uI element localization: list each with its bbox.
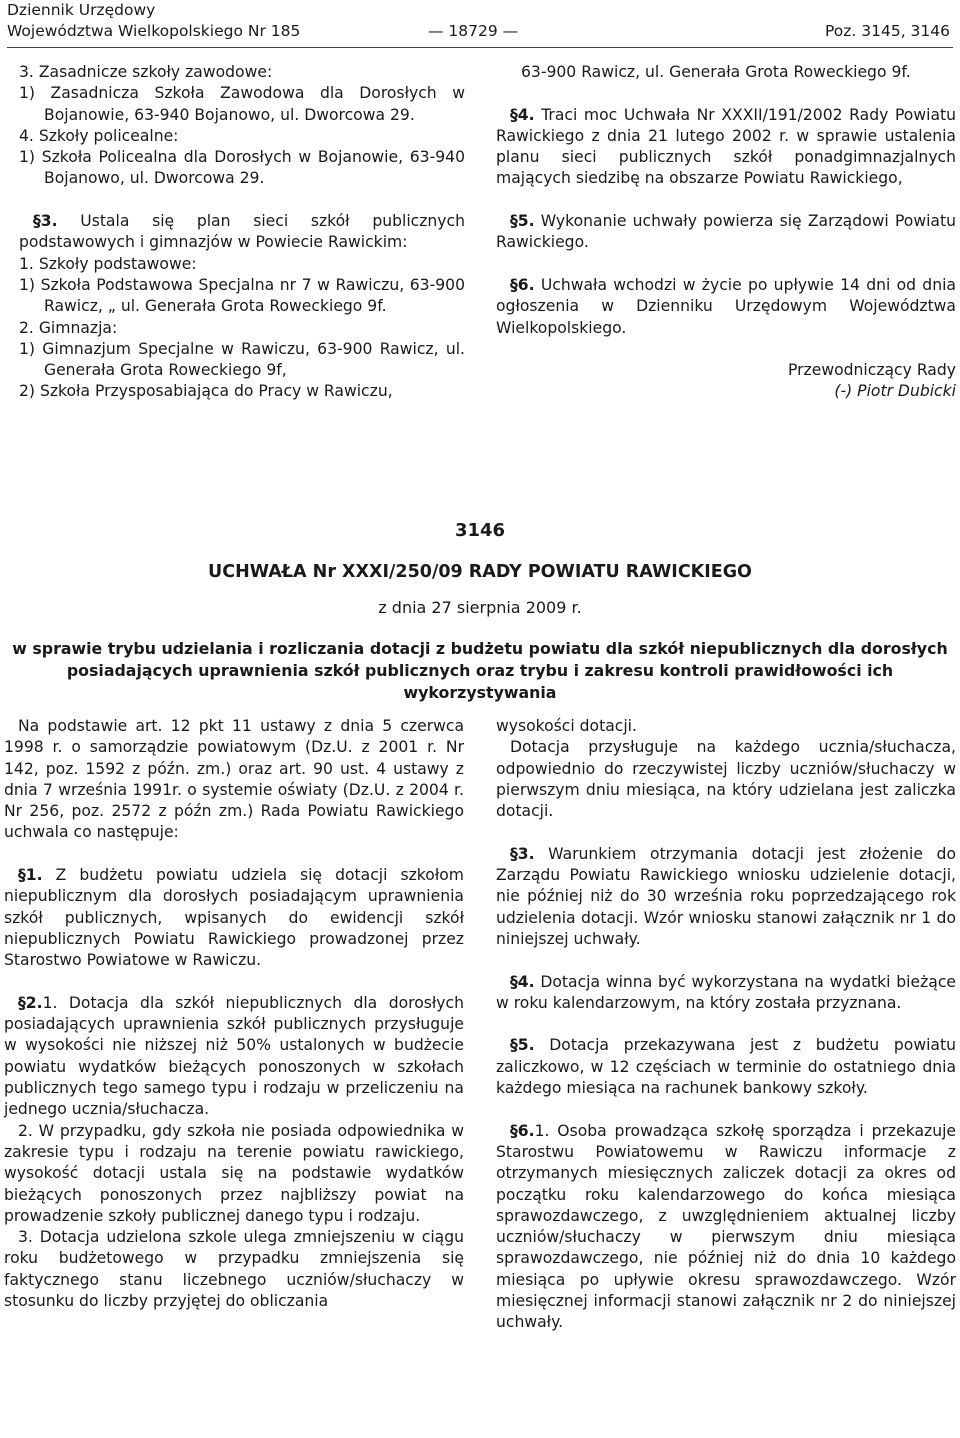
page-number: — 18729 — xyxy=(428,22,519,40)
previous-act-right-column xyxy=(496,62,956,403)
paragraph: 3. Zasadnicze szkoły zawodowe: xyxy=(19,63,273,81)
previous-act-left-column xyxy=(19,62,465,403)
section-paragraph: §5. Wykonanie uchwały powierza się Zarządowi Powiatu Rawickiego. xyxy=(496,212,956,252)
section-paragraph: §6. Uchwała wchodzi w życie po upływie 14 dni od dnia ogłoszenia w Dzienniku Urzędowym Województwa Wielkopolskiego. xyxy=(496,275,956,337)
section-mark: §1. xyxy=(18,866,43,885)
paragraph: 1) Zasadnicza Szkoła Zawodowa dla Dorosłych w Bojanowie, 63-940 Bojanowo, ul. Dworcowa 29. xyxy=(19,84,465,124)
section-paragraph: §2.1. Dotacja dla szkół niepublicznych dla dorosłych posiadających uprawnienia szkół publicznych przysługuje w wysokości nie niższej niż 50% ustalonych w budżecie powiatu wydatków bieżących ponoszonych w szkołach publicznych tego samego typu i rodzaju w przeliczeniu na jednego ucznia/słuchacza. xyxy=(4,993,464,1119)
section-mark: §4. xyxy=(510,105,535,124)
section-mark: §3. xyxy=(510,844,535,863)
section-paragraph: §4. Traci moc Uchwała Nr XXXII/191/2002 Rady Powiatu Rawickiego z dnia 21 lutego 2002 r. w sprawie ustalenia planu sieci publicznych szkół ponadgimnazjalnych mających siedzibę na obszarze Powiatu Rawickiego, xyxy=(496,105,956,188)
act-title: UCHWAŁA Nr XXXI/250/09 RADY POWIATU RAWICKIEGO xyxy=(208,562,752,582)
signatory-name: (-) Piotr Dubicki xyxy=(834,382,956,401)
positions: Poz. 3145, 3146 xyxy=(824,22,950,40)
section-mark: §6. xyxy=(510,1121,535,1140)
section-paragraph: §4. Dotacja winna być wykorzystana na wydatki bieżące w roku kalendarzowym, na który została przyznana. xyxy=(496,972,956,1012)
section-mark: §3. xyxy=(33,212,58,231)
section-mark: §4. xyxy=(510,972,535,991)
act-date: z dnia 27 sierpnia 2009 r. xyxy=(378,598,582,617)
act-number: 3146 xyxy=(454,520,506,541)
journal-name: Dziennik Urzędowy xyxy=(7,1,156,19)
paragraph: Dotacja przysługuje na każdego ucznia/słuchacza, odpowiednio do rzeczywistej liczby uczniów/słuchaczy w pierwszym dniu miesiąca, na który udzielana jest zaliczka dotacji. xyxy=(496,738,956,821)
section-paragraph: §6.1. Osoba prowadząca szkołę sporządza i przekazuje Starostwu Powiatowemu w Rawiczu informacje z otrzymanych miesięcznych zaliczek dotacji za okres od początku roku kalendarzowego do końca miesiąca sprawozdawczego, z uwzględnieniem aktualnej liczby uczniów/słuchaczy w pierwszym dniu miesiąca sprawozdawczego, nie później niż do dnia 10 każdego miesiąca po upływie okresu sprawozdawczego. Wzór miesięcznej informacji stanowi załącznik nr 2 do niniejszej uchwały. xyxy=(496,1121,956,1332)
journal-title xyxy=(7,0,300,42)
section-paragraph: §3. Warunkiem otrzymania dotacji jest złożenie do Zarządu Powiatu Rawickiego wniosku udzielenie dotacji, nie później niż do 30 września roku poprzedzającego rok udzielenia dotacji. Wzór wniosku stanowi załącznik nr 1 do niniejszej uchwały. xyxy=(496,844,956,948)
journal-issue: Województwa Wielkopolskiego Nr 185 xyxy=(7,22,301,40)
act-right-column xyxy=(496,716,956,1334)
act-subject: w sprawie trybu udzielania i rozliczania dotacji z budżetu powiatu dla szkół niepublicznych dla dorosłych posiadających uprawnienia szkół publicznych oraz trybu i zakresu kontroli prawidłowości ich wykorzystywania xyxy=(12,639,948,702)
section-paragraph: §3. Ustala się plan sieci szkół publicznych podstawowych i gimnazjów w Powiecie Rawickim: xyxy=(19,212,465,252)
act-left-column xyxy=(4,716,464,1312)
paragraph: 2. Gimnazja: xyxy=(19,318,118,337)
section-mark: §5. xyxy=(510,1036,535,1055)
paragraph: wysokości dotacji. xyxy=(496,717,637,735)
paragraph: 1) Gimnazjum Specjalne w Rawiczu, 63-900 Rawicz, ul. Generała Grota Roweckiego 9f, xyxy=(19,339,465,380)
preamble: Na podstawie art. 12 pkt 11 ustawy z dnia 5 czerwca 1998 r. o samorządzie powiatowym (Dz.U. z 2001 r. Nr 142, poz. 1592 z późn. zm.) oraz art. 90 ust. 4 ustawy z dnia 7 września 1991r. o systemie oświaty (Dz.U. z 2004 r. Nr 256, poz. 2572 z późn zm.) Rada Powiatu Rawickiego uchwala co następuje: xyxy=(4,717,464,842)
paragraph: 3. Dotacja udzielona szkole ulega zmniejszeniu w ciągu roku budżetowego w przypadku zmniejszenia się faktycznego stanu liczebnego uczniów/słuchaczy w stosunku do liczby przyjętej do obliczania xyxy=(4,1228,464,1311)
paragraph: 63-900 Rawicz, ul. Generała Grota Roweckiego 9f. xyxy=(521,63,911,81)
paragraph: 2) Szkoła Przysposabiająca do Pracy w Rawiczu, xyxy=(19,382,393,401)
paragraph: 1) Szkoła Podstawowa Specjalna nr 7 w Rawiczu, 63-900 Rawicz, „ ul. Generała Grota Roweckiego 9f. xyxy=(19,275,465,316)
paragraph: 2. W przypadku, gdy szkoła nie posiada odpowiednika w zakresie typu i rodzaju na terenie powiatu rawickiego, wysokość dotacji ustala się na podstawie wydatków bieżących ponoszonych przez najbliższy powiat na prowadzenie szkoły publicznej danego typu i rodzaju. xyxy=(4,1121,464,1225)
paragraph: 1) Szkoła Policealna dla Dorosłych w Bojanowie, 63-940 Bojanowo, ul. Dworcowa 29. xyxy=(19,148,465,188)
section-paragraph: §1. Z budżetu powiatu udziela się dotacji szkołom niepublicznym dla dorosłych posiadającym uprawnienia szkół publicznych, wpisanych do ewidencji szkół niepublicznych Powiatu Rawickiego prowadzonej przez Starostwo Powiatowe w Rawiczu. xyxy=(4,866,464,970)
section-mark: §6. xyxy=(510,275,535,294)
section-mark: §5. xyxy=(510,212,535,231)
signatory-title: Przewodniczący Rady xyxy=(788,361,956,380)
paragraph: 1. Szkoły podstawowe: xyxy=(19,254,197,273)
paragraph: 4. Szkoły policealne: xyxy=(19,126,179,145)
section-paragraph: §5. Dotacja przekazywana jest z budżetu powiatu zaliczkowo, w 12 częściach w terminie do ostatniego dnia każdego miesiąca na rachunek bankowy szkoły. xyxy=(496,1036,956,1098)
section-mark: §2. xyxy=(18,993,43,1012)
header-rule xyxy=(7,47,953,48)
